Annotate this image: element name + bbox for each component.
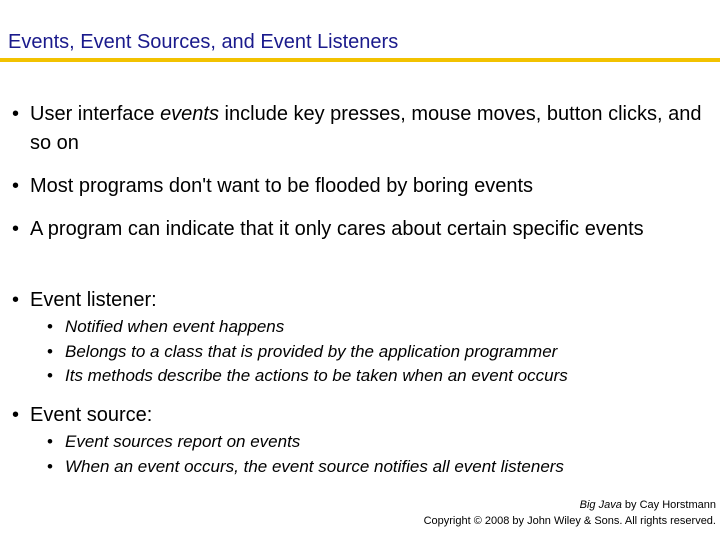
book-credit	[424, 497, 716, 513]
sub-bullet-text: Its methods describe the actions to be taken when an event occurs	[65, 366, 568, 385]
bullet-dot: •	[12, 289, 20, 311]
slide-title: Events, Event Sources, and Event Listeners	[8, 31, 399, 53]
bullet-text: User interface events include key presses, mouse moves, button clicks, and so on	[30, 103, 702, 154]
sub-bullet-item	[47, 340, 707, 365]
emphasis-text: events	[160, 103, 219, 125]
sub-bullet-dot: •	[47, 366, 53, 385]
sub-bullet-dot: •	[47, 341, 53, 361]
bullet-dot: •	[12, 103, 20, 125]
bullet-text: A program can indicate that it only cares about certain specific events	[30, 218, 644, 240]
bullet-text: Event source:	[30, 404, 153, 426]
bullet-text: Event listener:	[30, 289, 157, 311]
bullet-text: Most programs don't want to be flooded by boring events	[30, 175, 533, 197]
sub-bullet-dot: •	[47, 456, 53, 476]
bullet-dot: •	[12, 404, 20, 426]
bullet-item	[12, 100, 702, 158]
book-title: Big Java	[579, 499, 622, 511]
sub-bullet-item	[47, 455, 707, 480]
sub-bullet-text: Belongs to a class that is provided by the application programmer	[65, 341, 558, 361]
bullet-item	[12, 401, 702, 430]
copyright-notice: Copyright © 2008 by John Wiley & Sons. All rights reserved.	[423, 515, 716, 527]
bullet-dot: •	[12, 175, 20, 197]
sub-bullet-text: When an event occurs, the event source notifies all event listeners	[65, 456, 564, 476]
sub-bullet-item	[47, 364, 707, 389]
bullet-item	[12, 215, 702, 244]
sub-bullet-dot: •	[47, 432, 53, 451]
book-author: by Cay Horstmann	[621, 499, 716, 511]
sub-bullet-item	[47, 430, 707, 455]
slide-footer	[424, 497, 716, 529]
sub-bullet-text: Event sources report on events	[65, 432, 301, 451]
bullet-item	[12, 286, 702, 315]
bullet-dot: •	[12, 218, 20, 240]
sub-bullet-dot: •	[47, 317, 53, 336]
sub-bullet-text: Notified when event happens	[65, 317, 285, 336]
sub-bullet-item	[47, 315, 707, 340]
bullet-item	[12, 172, 702, 201]
title-underline	[0, 58, 720, 62]
